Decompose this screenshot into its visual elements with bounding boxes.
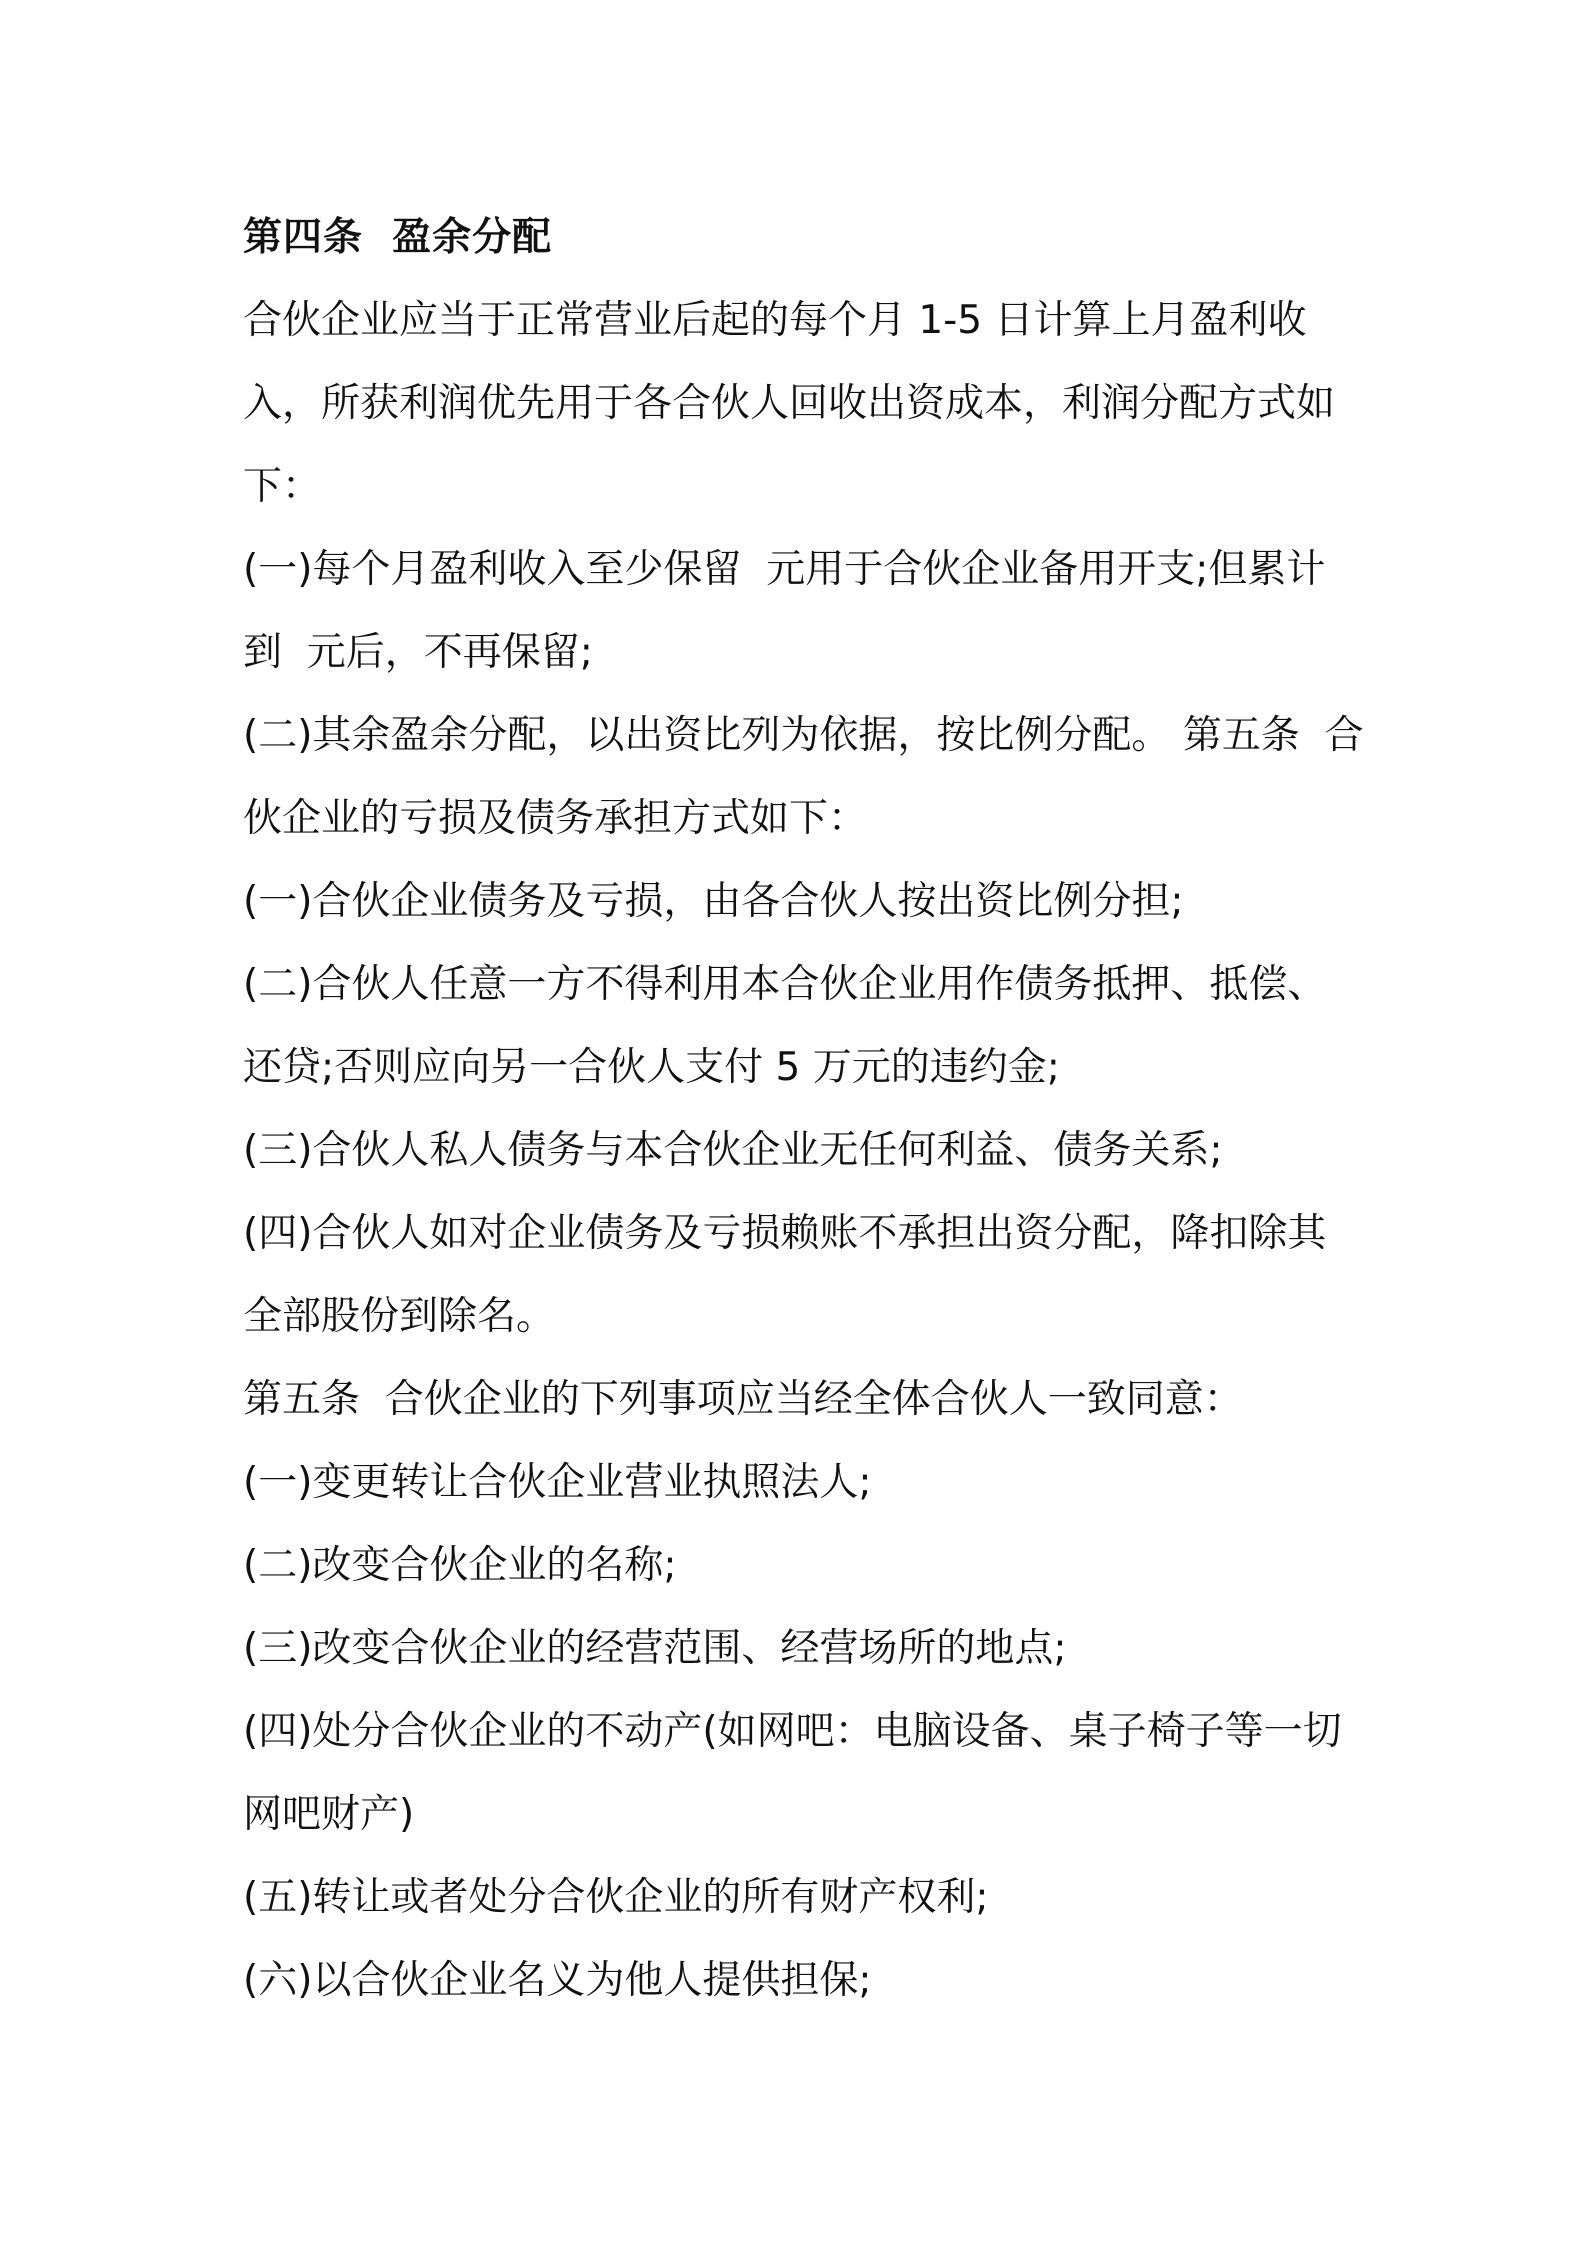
section-heading-article-4: 第四条 盈余分配 [243, 215, 553, 260]
text-line: 合伙企业应当于正常营业后起的每个月 1-5 日计算上月盈利收 [243, 298, 1307, 343]
text-line: (二)改变合伙企业的名称; [243, 1543, 677, 1588]
text-line: (一)变更转让合伙企业营业执照法人; [243, 1460, 872, 1505]
document-body [243, 196, 1363, 2022]
section-heading-article-5: 第五条 合伙企业的下列事项应当经全体合伙人一致同意： [243, 1377, 1243, 1422]
text-line: (一)合伙企业债务及亏损，由各合伙人按出资比例分担; [243, 879, 1184, 924]
text-line: 全部股份到除名。 [243, 1294, 556, 1339]
text-line: (二)其余盈余分配，以出资比列为依据，按比例分配。 第五条 合 [243, 713, 1364, 758]
text-line: (六)以合伙企业名义为他人提供担保; [243, 1958, 872, 2003]
text-line: (一)每个月盈利收入至少保留 元用于合伙企业备用开支;但累计 [243, 547, 1326, 592]
text-line: (二)合伙人任意一方不得利用本合伙企业用作债务抵押、抵偿、 [243, 962, 1327, 1007]
text-line: (四)处分合伙企业的不动产(如网吧：电脑设备、桌子椅子等一切 [243, 1709, 1342, 1754]
text-line: (三)改变合伙企业的经营范围、经营场所的地点; [243, 1626, 1067, 1671]
text-line: (三)合伙人私人债务与本合伙企业无任何利益、债务关系; [243, 1128, 1223, 1173]
text-line: 还贷;否则应向另一合伙人支付 5 万元的违约金; [243, 1045, 1060, 1090]
text-line: (四)合伙人如对企业债务及亏损赖账不承担出资分配，降扣除其 [243, 1211, 1327, 1256]
text-line: 下： [243, 464, 322, 509]
text-line: 网吧财产) [243, 1792, 415, 1837]
text-line: 到 元后，不再保留; [243, 630, 593, 675]
text-line: 伙企业的亏损及债务承担方式如下： [243, 796, 868, 841]
text-line: 入，所获利润优先用于各合伙人回收出资成本，利润分配方式如 [243, 381, 1336, 426]
text-line: (五)转让或者处分合伙企业的所有财产权利; [243, 1875, 989, 1920]
